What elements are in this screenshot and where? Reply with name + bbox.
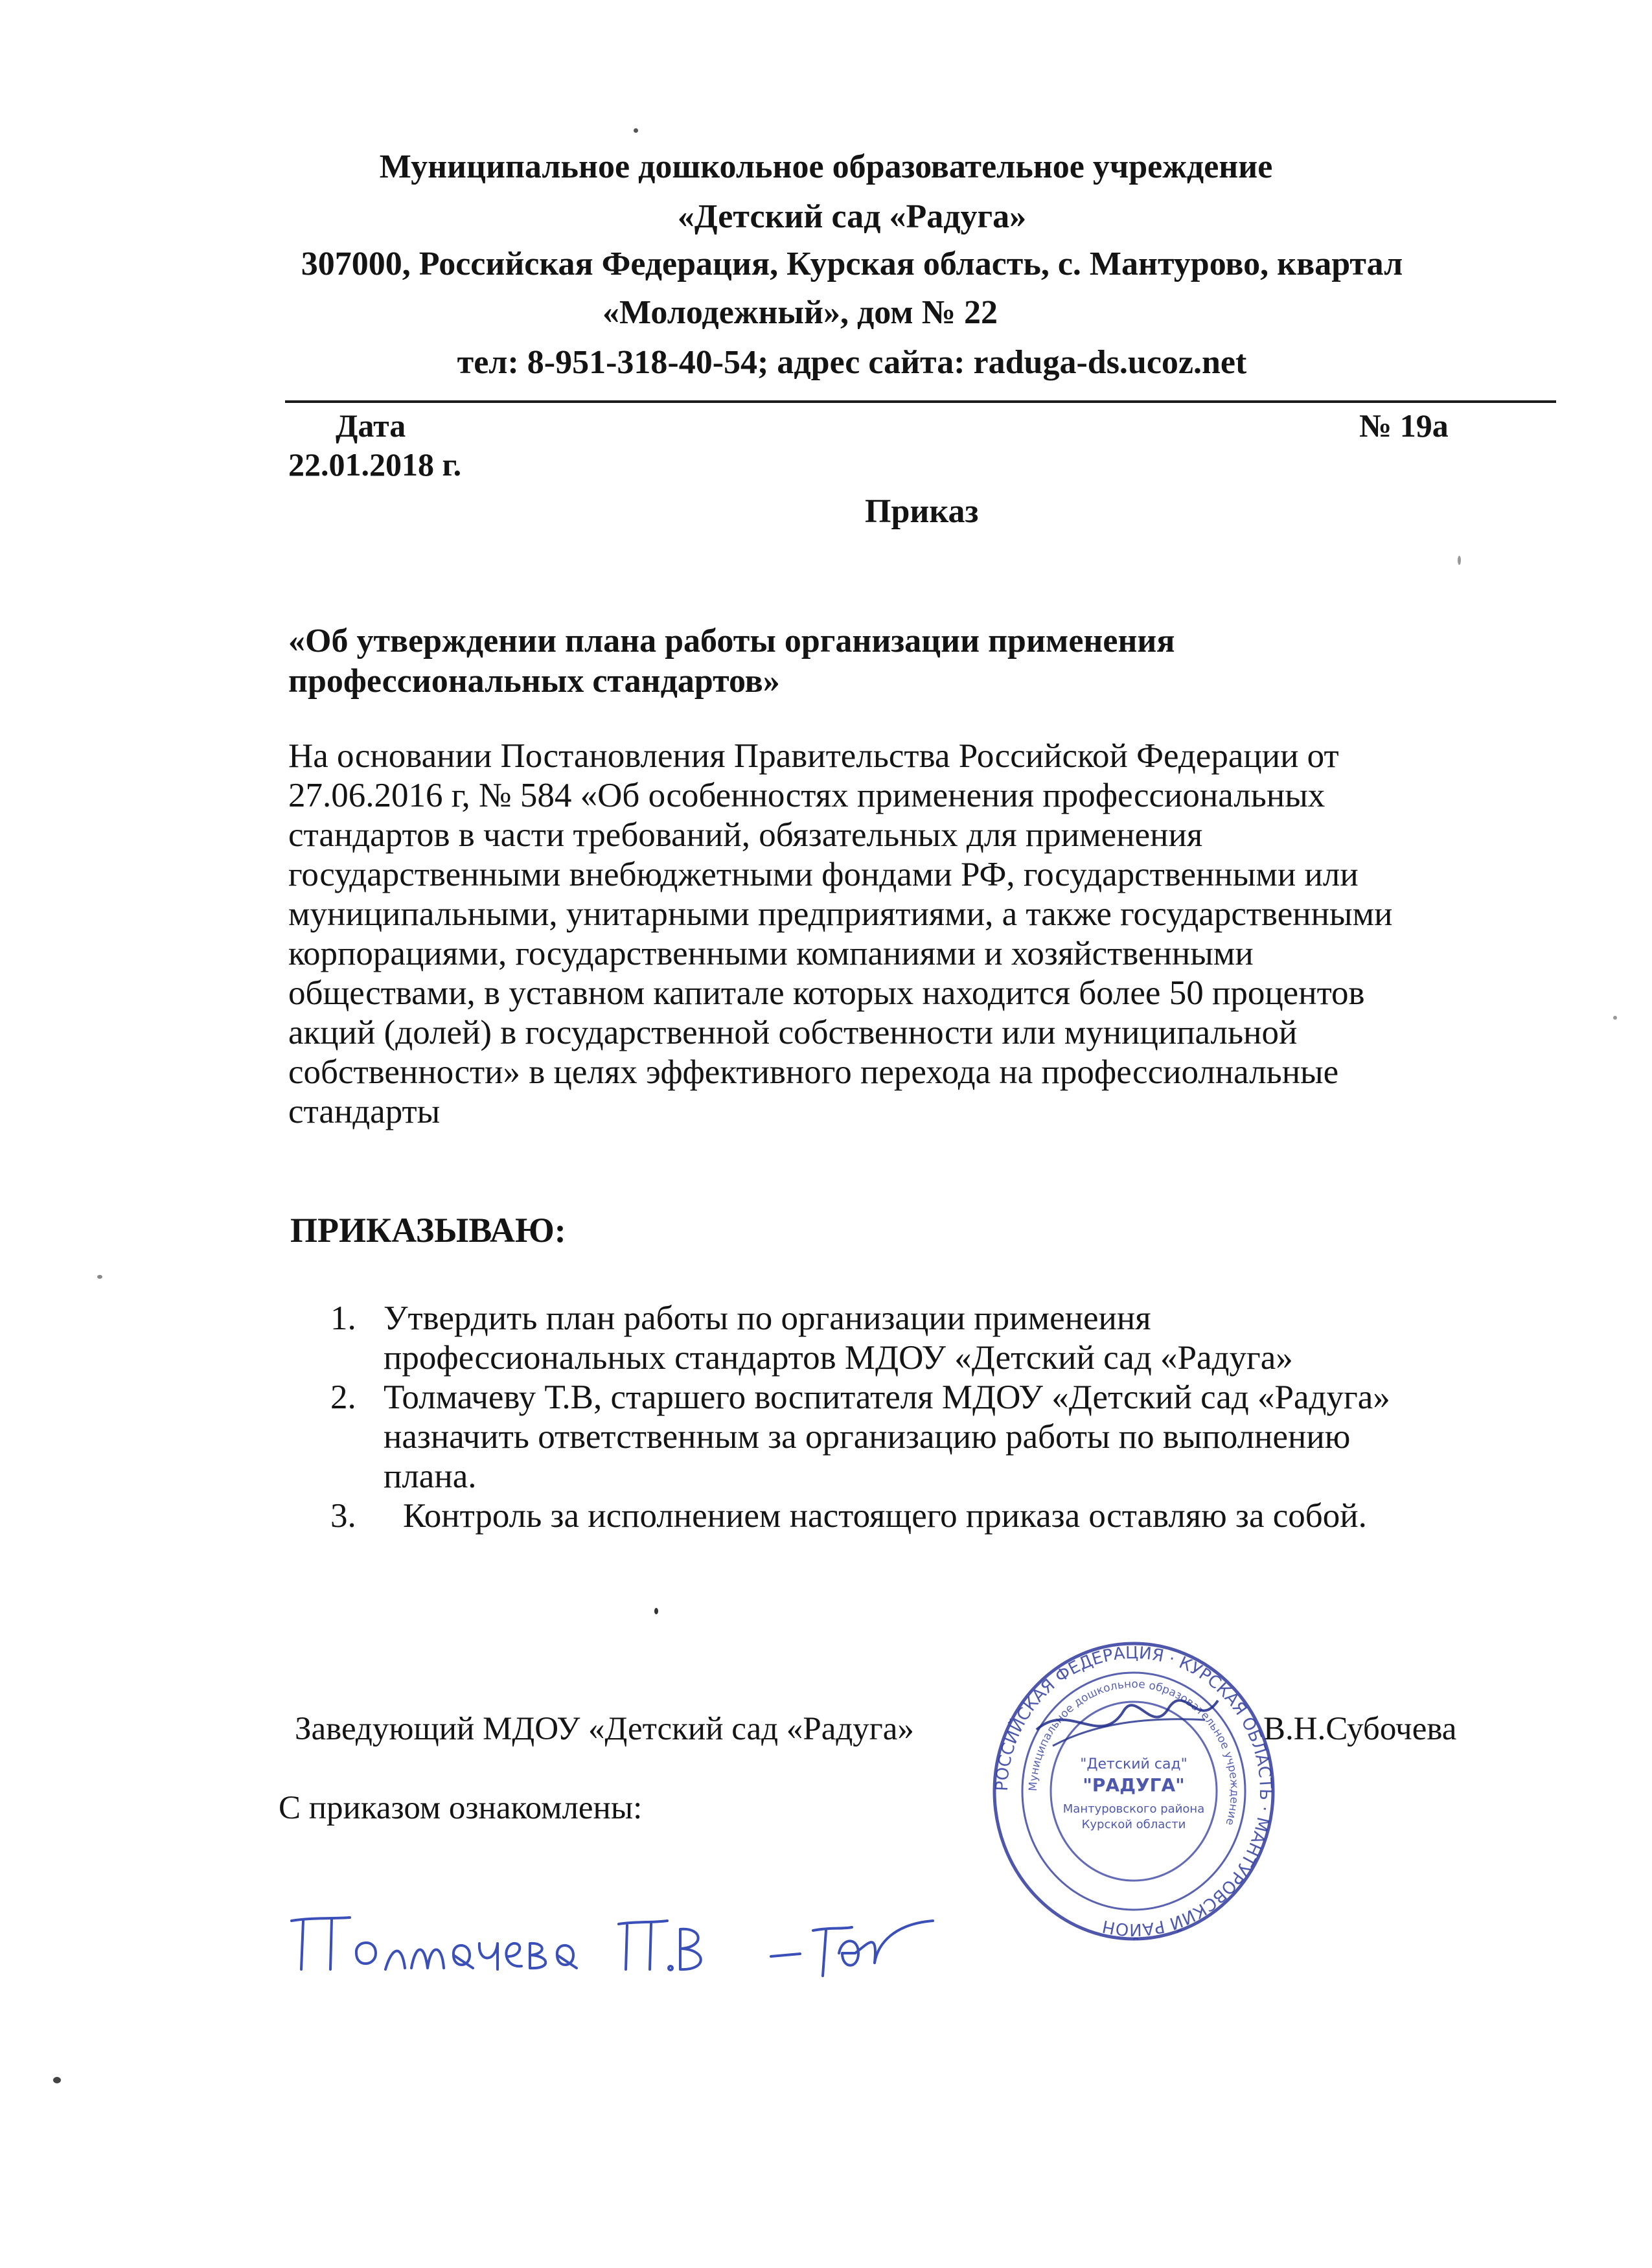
stamp-inner-text: Муниципальное дошкольное образовательное учреждение: [1026, 1677, 1241, 1827]
list-item-number: 1.: [330, 1300, 356, 1337]
basis-line: На основании Постановления Правительства Российской Федерации от: [288, 737, 1339, 775]
basis-line: 27.06.2016 г, № 584 «Об особенностях применения профессиональных: [288, 777, 1325, 814]
subject-line1: «Об утверждении плана работы организации применения: [288, 623, 1175, 659]
order-number: № 19а: [1359, 407, 1449, 444]
stamp-center-line2: "РАДУГА": [1083, 1774, 1185, 1796]
list-item-text: Толмачеву Т.В, старшего воспитателя МДОУ «Детский сад «Радуга»: [384, 1379, 1390, 1416]
stamp-center-line3: Мантуровского района: [1062, 1802, 1205, 1816]
basis-line: обществами, в уставном капитале которых находится более 50 процентов: [288, 974, 1365, 1012]
list-item-number: 3.: [330, 1497, 356, 1535]
basis-line: корпорациями, государственными компаниями и хозяйственными: [288, 935, 1254, 972]
basis-line: собственности» в целях эффективного перехода на профессиолнальные: [288, 1053, 1339, 1091]
basis-line: стандарты: [288, 1093, 441, 1130]
handwritten-signature: [272, 1892, 946, 2002]
scan-speck: [1613, 1016, 1617, 1020]
list-item-text: Утвердить план работы по организации применеиня: [384, 1300, 1151, 1337]
subject-line2: профессиональных стандартов»: [288, 663, 780, 700]
institution-stamp: [991, 1639, 1276, 1943]
list-item-text: назначить ответственным за организацию работы по выполнению: [384, 1418, 1351, 1456]
signature-position: Заведующий МДОУ «Детский сад «Радуга»: [295, 1711, 914, 1747]
date-label: Дата: [336, 407, 406, 444]
order-heading: ПРИКАЗЫВАЮ:: [290, 1211, 566, 1250]
header-address-line1: 307000, Российская Федерация, Курская область, с. Мантурово, квартал: [301, 246, 1403, 282]
header-institution: Муниципальное дошкольное образовательное учреждение: [379, 148, 1273, 185]
basis-line: муниципальными, унитарными предприятиями, а также государственными: [288, 895, 1393, 933]
list-item-text: плана.: [384, 1458, 477, 1495]
scan-speck: [53, 2077, 61, 2083]
signature-name: В.Н.Субочева: [1263, 1711, 1457, 1747]
scan-speck: [1458, 556, 1461, 565]
date-value: 22.01.2018 г.: [288, 446, 462, 483]
list-item-text: профессиональных стандартов МДОУ «Детский сад «Радуга»: [384, 1339, 1293, 1377]
stamp-center-line4: Курской области: [1081, 1818, 1186, 1831]
scan-speck: [97, 1275, 102, 1279]
header-address-line2: «Молодежный», дом № 22: [602, 294, 998, 331]
basis-line: акций (долей) в государственной собственности или муниципальной: [288, 1014, 1298, 1051]
stamp-center-line1: "Детский сад": [1080, 1756, 1187, 1772]
header-contacts: тел: 8-951-318-40-54; адрес сайта: raduga-ds.ucoz.net: [457, 344, 1247, 381]
header-divider: [285, 400, 1556, 403]
scan-speck: [634, 128, 638, 133]
list-item-text: Контроль за исполнением настоящего приказа оставляю за собой.: [403, 1497, 1367, 1535]
acquainted-label: С приказом ознакомлены:: [279, 1790, 643, 1826]
scan-speck: [654, 1608, 658, 1614]
header-kindergarten-name: «Детский сад «Радуга»: [677, 198, 1027, 235]
stamp-outer-text: РОССИЙСКАЯ ФЕДЕРАЦИЯ · КУРСКАЯ ОБЛАСТЬ · МАНТУРОВСКИЙ РАЙОН: [992, 1643, 1276, 1940]
list-item-number: 2.: [330, 1379, 356, 1416]
basis-paragraph: [288, 737, 1393, 1132]
basis-line: стандартов в части требований, обязательных для применения: [288, 816, 1203, 854]
basis-line: государственными внебюджетными фондами РФ, государственными или: [288, 856, 1359, 893]
document-title: Приказ: [865, 493, 979, 530]
